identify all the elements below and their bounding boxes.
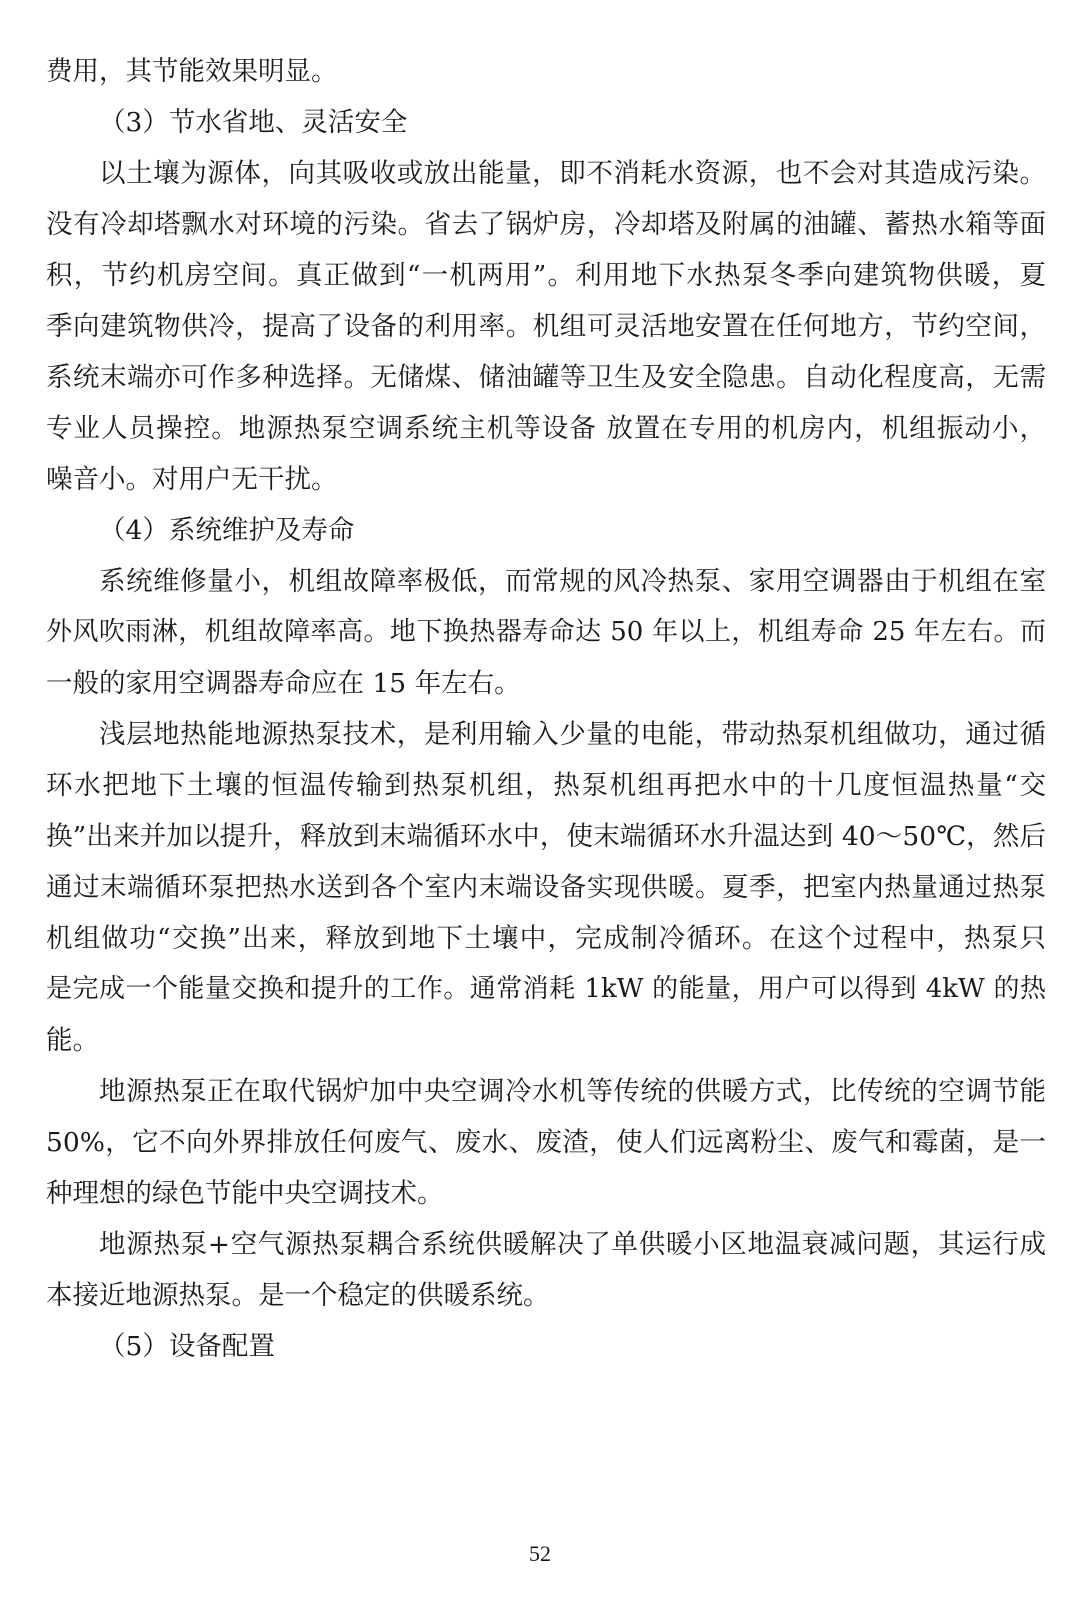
text-line-9: 噪音小。对用户无干扰。 — [46, 464, 338, 495]
text-line-12: 外风吹雨淋，机组故障率高。地下换热器寿命达 50 年以上，机组寿命 25 年左右。而 — [46, 617, 1046, 647]
section-heading-4: （4）系统维护及寿命 — [99, 515, 355, 546]
text-line-15: 环水把地下土壤的恒温传输到热泵机组，热泵机组再把水中的十几度恒温热量“交 — [46, 770, 1046, 801]
text-line-25: 本接近地源热泵。是一个稳定的供暖系统。 — [46, 1280, 550, 1311]
text-line-4: 没有冷却塔飘水对环境的污染。省去了锅炉房，冷却塔及附属的油罐、蓄热水箱等面 — [46, 209, 1046, 240]
text-line-17: 通过末端循环泵把热水送到各个室内末端设备实现供暖。夏季，把室内热量通过热泵 — [46, 872, 1046, 903]
text-line-1: 费用，其节能效果明显。 — [46, 56, 338, 87]
section-heading-5: （5）设备配置 — [99, 1331, 275, 1362]
section-heading-3: （3）节水省地、灵活安全 — [99, 107, 408, 138]
page-number: 52 — [529, 1541, 551, 1566]
text-line-21: 地源热泵正在取代锅炉加中央空调冷水机等传统的供暖方式，比传统的空调节能 — [99, 1076, 1046, 1107]
text-line-14: 浅层地热能地源热泵技术，是利用输入少量的电能，带动热泵机组做功，通过循 — [99, 719, 1046, 750]
text-line-3: 以土壤为源体，向其吸收或放出能量，即不消耗水资源，也不会对其造成污染。 — [99, 158, 1046, 189]
text-line-23: 种理想的绿色节能中央空调技术。 — [46, 1178, 444, 1209]
text-line-7: 系统末端亦可作多种选择。无储煤、储油罐等卫生及安全隐患。自动化程度高，无需 — [46, 362, 1046, 393]
text-line-13: 一般的家用空调器寿命应在 15 年左右。 — [46, 668, 521, 699]
text-line-11: 系统维修量小，机组故障率极低，而常规的风冷热泵、家用空调器由于机组在室 — [99, 566, 1046, 597]
text-line-18: 机组做功“交换”出来，释放到地下土壤中，完成制冷循环。在这个过程中，热泵只 — [46, 923, 1046, 954]
text-line-20: 能。 — [46, 1025, 99, 1056]
text-line-6: 季向建筑物供冷，提高了设备的利用率。机组可灵活地安置在任何地方，节约空间， — [46, 311, 1046, 342]
text-line-16: 换”出来并加以提升，释放到末端循环水中，使末端循环水升温达到 40～50℃，然后 — [46, 821, 1046, 852]
text-line-24: 地源热泵+空气源热泵耦合系统供暖解决了单供暖小区地温衰减问题，其运行成 — [99, 1229, 1046, 1260]
text-line-22: 50%，它不向外界排放任何废气、废水、废渣，使人们远离粉尘、废气和霉菌，是一 — [46, 1127, 1046, 1158]
text-line-8: 专业人员操控。地源热泵空调系统主机等设备 放置在专用的机房内，机组振动小， — [46, 413, 1046, 444]
text-line-19: 是完成一个能量交换和提升的工作。通常消耗 1kW 的能量，用户可以得到 4kW 的热 — [46, 974, 1046, 1004]
text-line-5: 积，节约机房空间。真正做到“一机两用”。利用地下水热泵冬季向建筑物供暖，夏 — [46, 260, 1046, 291]
document-page — [46, 46, 1046, 1372]
